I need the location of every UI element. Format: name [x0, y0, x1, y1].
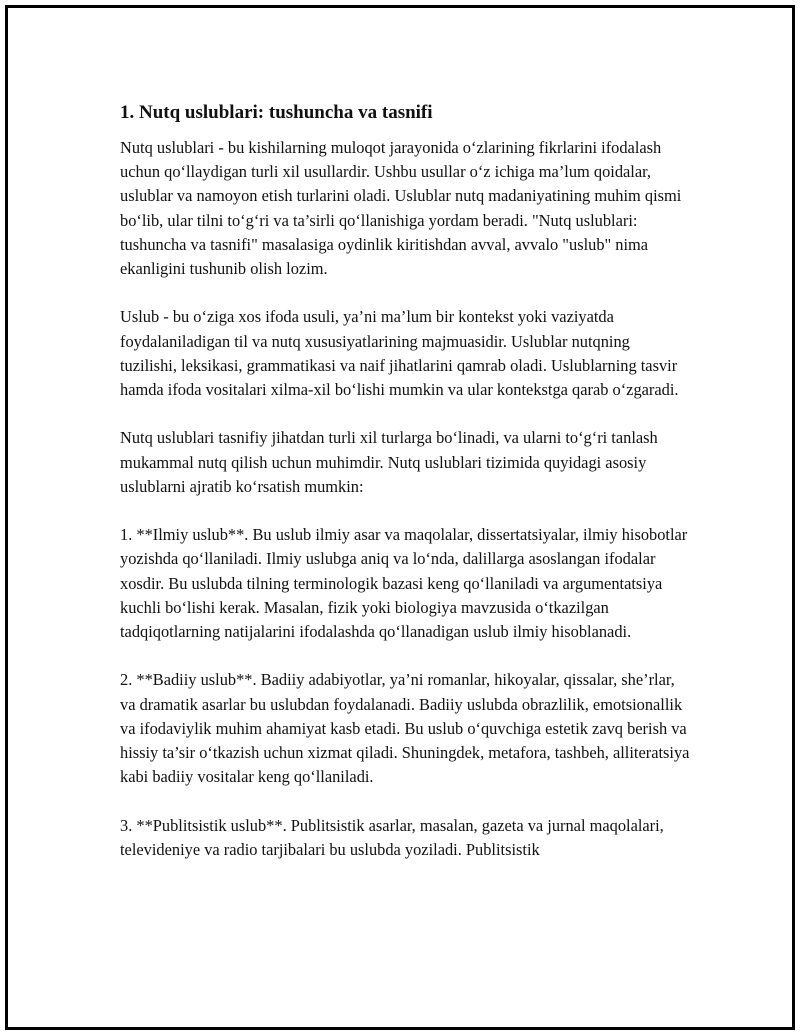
- paragraph-ilmiy-uslub: 1. **Ilmiy uslub**. Bu uslub ilmiy asar va maqolalar, dissertatsiyalar, ilmiy hisobotlar yozishda qo‘llaniladi. Ilmiy uslubga aniq va lo‘nda, dalillarga asoslangan ifodalar xosdir. Bu uslubda tilning terminologik bazasi keng qo‘llaniladi va argumentatsiya kuchli bo‘lishi kerak. Masalan, fizik yoki biologiya mavzusida o‘tkazilgan tadqiqotlarning natijalarini ifodalashda qo‘llanadigan uslub ilmiy hisoblanadi.: [120, 525, 688, 642]
- document-body: [120, 100, 690, 886]
- page-frame: [5, 5, 795, 1030]
- paragraph-classification: Nutq uslublari tasnifiy jihatdan turli xil turlarga bo‘linadi, va ularni to‘g‘ri tanlash mukammal nutq qilish uchun muhimdir. Nutq uslublari tizimida quyidagi asosiy uslublarni ajratib ko‘rsatish mumkin:: [120, 428, 658, 496]
- paragraph-intro: Nutq uslublari - bu kishilarning muloqot jarayonida o‘zlarining fikrlarini ifodalash uchun qo‘llaydigan turli xil usullardir. Ushbu usullar o‘z ichiga ma’lum qoidalar, uslublar va namoyon etish turlarini oladi. Uslublar nutq madaniyatining muhim qismi bo‘lib, ular tilni to‘g‘ri va ta’sirli qo‘llanishiga yordam beradi. "Nutq uslublari: tushuncha va tasnifi" masalasiga oydinlik kiritishdan avval, avvalo "uslub" nima ekanligini tushunib olish lozim.: [120, 138, 682, 279]
- paragraph-publitsistik-uslub: 3. **Publitsistik uslub**. Publitsistik asarlar, masalan, gazeta va jurnal maqolalari, televideniye va radio tarjibalari bu uslubda yoziladi. Publitsistik: [120, 815, 664, 859]
- section-heading: 1. Nutq uslublari: tushuncha va tasnifi: [120, 102, 433, 123]
- paragraph-badiiy-uslub: 2. **Badiiy uslub**. Badiiy adabiyotlar, ya’ni romanlar, hikoyalar, qissalar, she’rlar, va dramatik asarlar bu uslubdan foydalanadi. Badiiy uslubda obrazlilik, emotsionallik va ifodaviylik muhim ahamiyat kasb etadi. Bu uslub o‘quvchiga estetik zavq berish va hissiy ta’sir o‘tkazish uchun xizmat qiladi. Shuningdek, metafora, tashbeh, alliteratsiya kabi badiiy vositalar keng qo‘llaniladi.: [120, 670, 690, 787]
- paragraph-uslub-definition: Uslub - bu o‘ziga xos ifoda usuli, ya’ni ma’lum bir kontekst yoki vaziyatda foydalaniladigan til va nutq xususiyatlarining majmuasidir. Uslublar nutqning tuzilishi, leksikasi, grammatikasi va naif jihatlarini qamrab oladi. Uslublarning tasvir hamda ifoda vositalari xilma-xil bo‘lishi mumkin va ular kontekstga qarab o‘zgaradi.: [120, 307, 679, 400]
